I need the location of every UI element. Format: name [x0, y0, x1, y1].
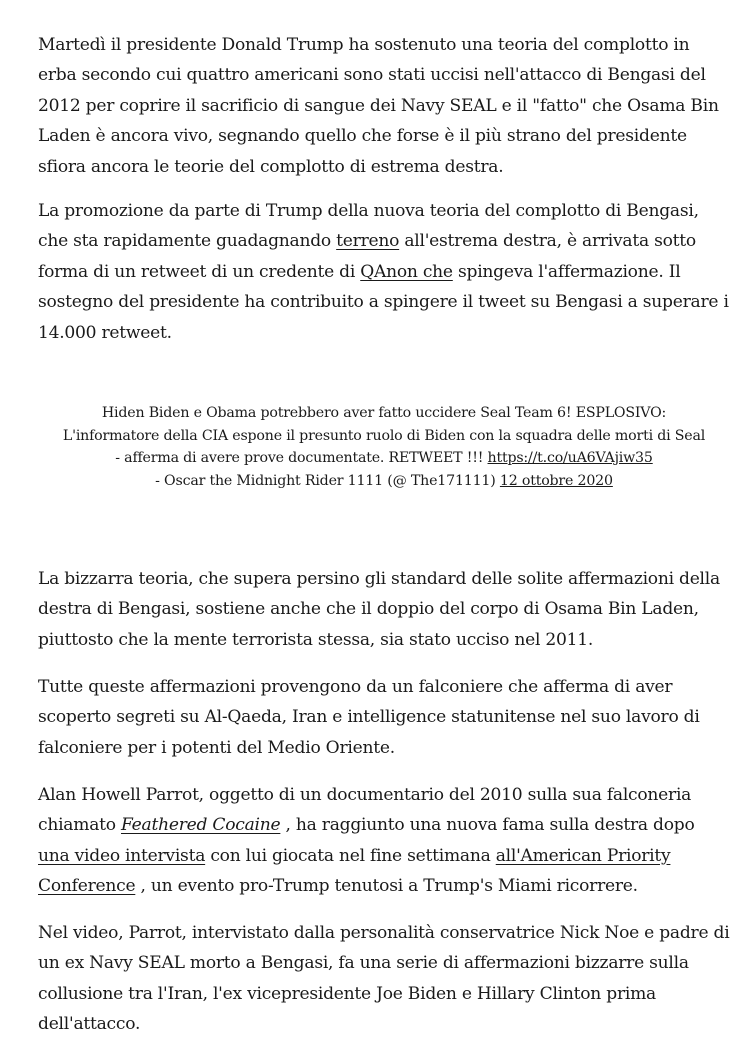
paragraph-2-text-1: La promozione da parte di Trump della nuova teoria del complotto di Bengasi, che sta rapidamente guadagnando	[38, 201, 699, 252]
tweet-line-2: L'informatore della CIA espone il presunto ruolo di Biden con la squadra delle morti di Seal	[62, 427, 706, 444]
tweet-line-1: Hiden Biden e Obama potrebbero aver fatto uccidere Seal Team 6! ESPLOSIVO:	[101, 405, 667, 421]
paragraph-5	[38, 780, 730, 902]
tweet-text: - afferma di avere prove documentate. RETWEET !!!	[115, 450, 488, 467]
tweet-line-4	[38, 470, 730, 493]
link-feathered-cocaine[interactable]: Feathered Cocaine	[121, 815, 281, 836]
paragraph-5-text-3: con lui giocata nel fine settimana	[205, 845, 496, 866]
paragraph-2	[38, 196, 730, 348]
link-video-intervista[interactable]: una video intervista	[38, 845, 206, 866]
embedded-tweet	[38, 402, 730, 492]
tweet-author: - Oscar the Midnight Rider 1111 (@ The171111)	[155, 472, 500, 489]
link-terreno[interactable]: terreno	[336, 231, 400, 252]
paragraph-5-text-1: Alan Howell Parrot, oggetto di un documentario del 2010 sulla sua falconeria chiamato	[38, 785, 692, 836]
link-american-priority-conference[interactable]: all'American Priority Conference	[38, 845, 671, 897]
paragraph-5-text-4: , un evento pro-Trump tenutosi a Trump's Miami ricorrere.	[135, 876, 638, 897]
paragraph-4: Tutte queste affermazioni provengono da un falconiere che afferma di aver scoperto segreti su Al-Qaeda, Iran e intelligence statunitense nel suo lavoro di falconiere per i potenti del Medio Oriente.	[38, 677, 700, 758]
paragraph-2-text-3: spingeva l'affermazione. Il sostegno del presidente ha contribuito a spingere il tweet su Bengasi a superare i 14.000 retweet.	[38, 261, 729, 343]
tweet-short-link[interactable]: https://t.co/uA6VAjiw35	[487, 450, 653, 467]
paragraph-2-text-2: all'estrema destra, è arrivata sotto forma di un retweet di un credente di	[38, 231, 696, 282]
tweet-date-link[interactable]: 12 ottobre 2020	[499, 472, 613, 489]
tweet-line-3	[38, 447, 730, 470]
paragraph-3: La bizzarra teoria, che supera persino gli standard delle solite affermazioni della destra di Bengasi, sostiene anche che il doppio del corpo di Osama Bin Laden, piuttosto che la mente terrorista stessa, sia stato ucciso nel 2011.	[38, 569, 720, 650]
paragraph-6: Nel video, Parrot, intervistato dalla personalità conservatrice Nick Noe e padre di un ex Navy SEAL morto a Bengasi, fa una serie di affermazioni bizzarre sulla collusione tra l'Iran, l'ex vicepresidente Joe Biden e Hillary Clinton prima dell'attacco.	[38, 923, 730, 1035]
paragraph-5-text-2: , ha raggiunto una nuova fama sulla destra dopo	[280, 815, 695, 836]
paragraph-1: Martedì il presidente Donald Trump ha sostenuto una teoria del complotto in erba secondo cui quattro americani sono stati uccisi nell'attacco di Bengasi del 2012 per coprire il sacrificio di sangue dei Navy SEAL e il "fatto" che Osama Bin Laden è ancora vivo, segnando quello che forse è il più strano del presidente sfiora ancora le teorie del complotto di estrema destra.	[38, 35, 719, 177]
link-qanon[interactable]: QAnon che	[360, 261, 453, 282]
